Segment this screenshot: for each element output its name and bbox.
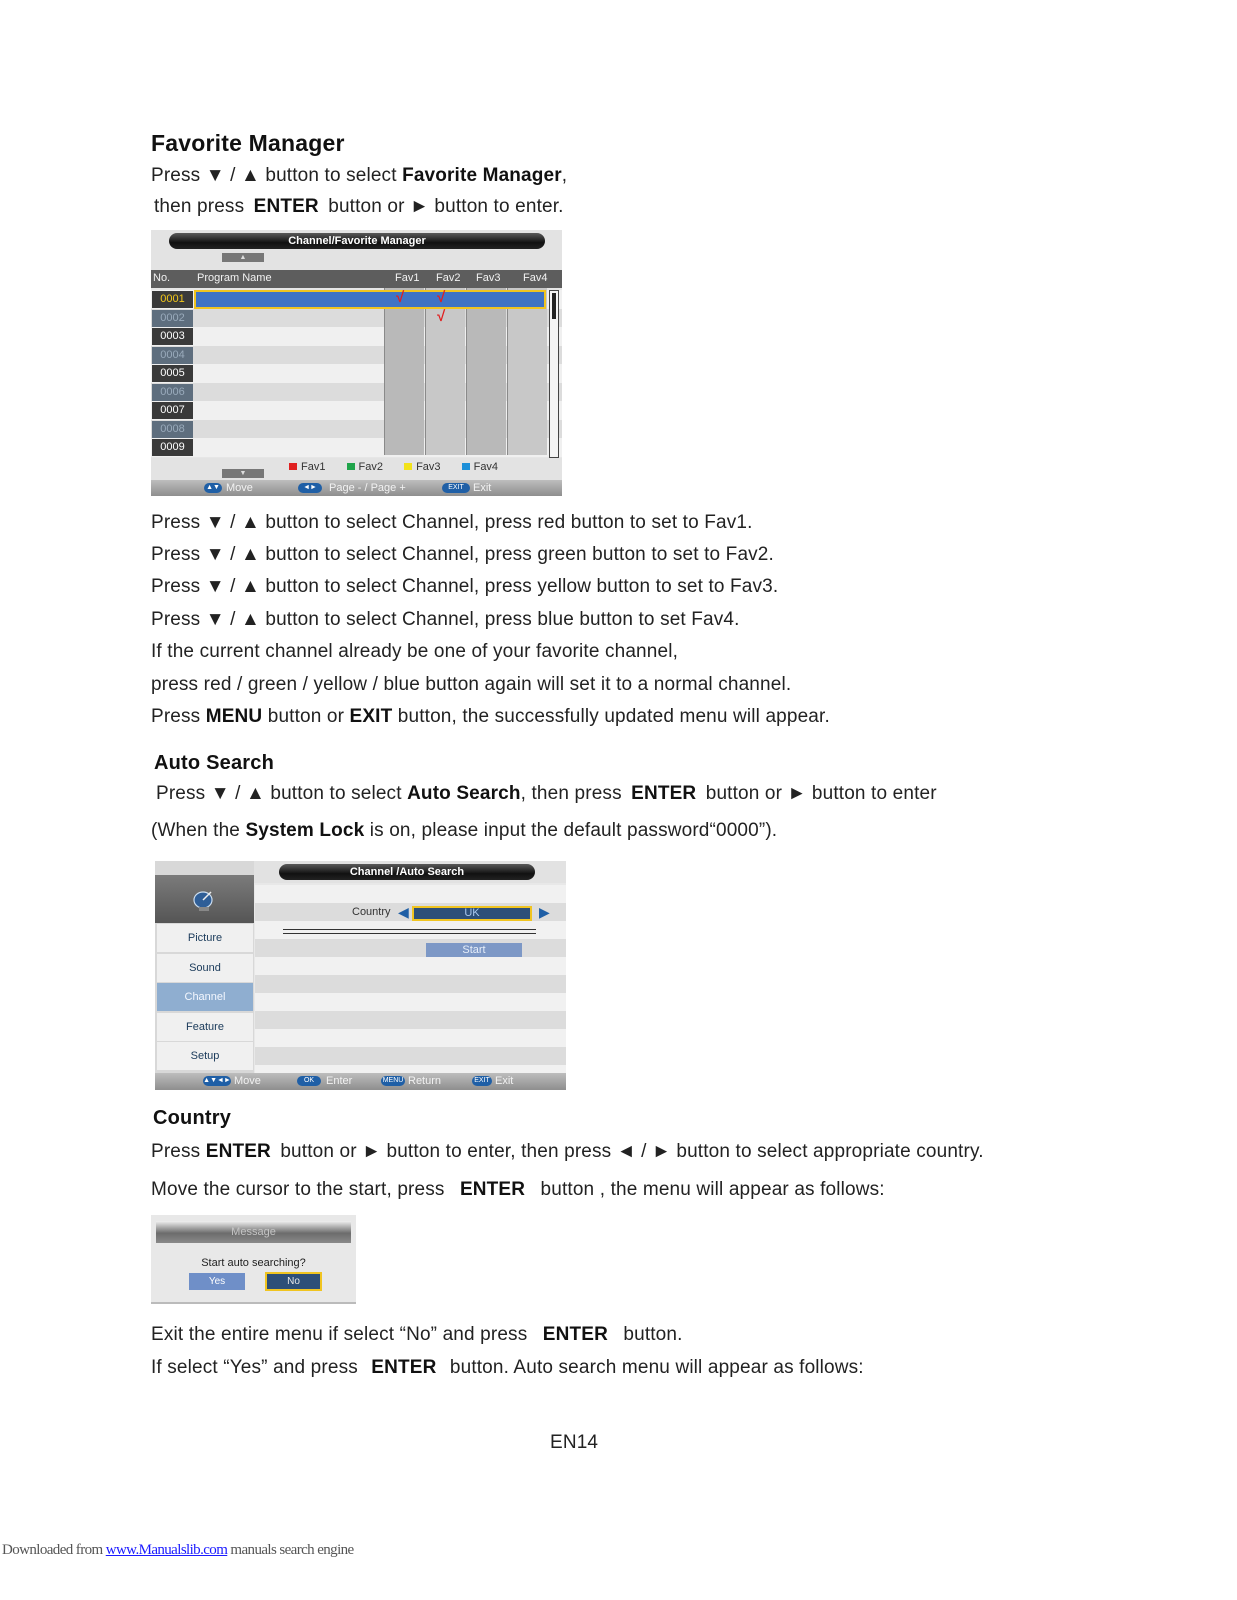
divider — [283, 933, 536, 934]
legend-fav1: Fav1 — [301, 461, 326, 473]
text: button. Auto search menu will appear as follows: — [444, 1357, 864, 1378]
text-bold: MENU — [205, 706, 263, 727]
menu-item-channel[interactable]: Channel — [157, 983, 253, 1011]
text: (When the — [151, 820, 246, 841]
col-header-fav3: Fav3 — [476, 272, 501, 284]
dialog-title-bar: Message — [156, 1221, 351, 1243]
up-down-key-icon: ▲▼ — [204, 483, 222, 493]
watermark-prefix: Downloaded from — [2, 1542, 106, 1558]
content-row — [255, 885, 566, 903]
text-bold: ENTER — [205, 1141, 271, 1162]
text: Press — [151, 1141, 206, 1162]
fav-step-5: If the current channel already be one of your favorite channel, — [151, 641, 678, 662]
text-bold: ENTER — [253, 196, 319, 217]
scroll-up-icon[interactable]: ▲ — [222, 253, 264, 262]
download-watermark — [2, 1542, 354, 1559]
auto-search-screen — [155, 861, 566, 1090]
text: button, the successfully updated menu will appear. — [392, 706, 830, 727]
favorite-manager-screen — [151, 230, 562, 496]
red-square-icon — [289, 463, 297, 470]
text-bold: Favorite Manager — [402, 165, 562, 186]
divider — [283, 929, 536, 930]
text: Exit the entire menu if select “No” and press — [151, 1324, 533, 1345]
auto-search-line-1 — [156, 783, 937, 805]
text-bold: Auto Search — [407, 783, 521, 804]
yellow-square-icon — [404, 463, 412, 470]
text: If select “Yes” and press — [151, 1357, 364, 1378]
menu-key-icon: MENU — [382, 1077, 404, 1084]
legend-fav2: Fav2 — [358, 461, 383, 473]
text: button or ► button to enter — [700, 783, 937, 804]
text: button , the menu will appear as follows: — [535, 1179, 885, 1200]
footer-bar — [155, 1073, 566, 1090]
text: button or ► button to enter. — [322, 196, 564, 217]
content-row — [255, 1047, 566, 1065]
scrollbar[interactable] — [549, 290, 559, 458]
row-number: 0004 — [152, 347, 193, 364]
text: button or ► button to enter, then press ◄ / ► button to select appropriate country. — [274, 1141, 984, 1162]
text: Press ▼ / ▲ button to select — [156, 783, 408, 804]
exit-key-icon: EXIT — [442, 483, 470, 493]
manualslib-link[interactable]: www.Manualslib.com — [105, 1542, 228, 1558]
footer-bar — [151, 480, 562, 496]
checkmark-icon: √ — [396, 289, 405, 306]
left-right-key-icon: ◄► — [298, 483, 322, 493]
text: button. — [617, 1324, 683, 1345]
fav-step-4: Press ▼ / ▲ button to select Channel, press blue button to set Fav4. — [151, 609, 740, 630]
scroll-down-icon[interactable]: ▼ — [222, 469, 264, 478]
section-title-auto-search: Auto Search — [154, 752, 275, 774]
screen-title: Channel /Auto Search — [279, 864, 535, 880]
watermark-suffix: manuals search engine — [227, 1542, 354, 1558]
country-label: Country — [352, 906, 391, 918]
scrollbar-thumb[interactable] — [552, 293, 556, 319]
fav-step-7 — [151, 706, 830, 728]
content-row — [255, 957, 566, 975]
footer-page: Page - / Page + — [329, 482, 406, 494]
no-button[interactable]: No — [265, 1272, 322, 1291]
col-header-program-name: Program Name — [197, 272, 272, 284]
content-row — [255, 975, 566, 993]
exit-key-icon: EXIT — [472, 1076, 492, 1086]
after-message-line-1 — [151, 1324, 683, 1346]
dialog-question: Start auto searching? — [201, 1257, 306, 1269]
text-bold: System Lock — [245, 820, 365, 841]
section-title-favorite-manager: Favorite Manager — [151, 130, 345, 156]
footer-exit: Exit — [495, 1075, 514, 1087]
footer-move: Move — [226, 482, 253, 494]
page-number: EN14 — [550, 1432, 599, 1453]
fav4-column — [507, 288, 547, 455]
text: Press — [151, 706, 206, 727]
row-number: 0003 — [152, 328, 193, 345]
main-menu-sidebar — [155, 861, 254, 1090]
satellite-dish-icon — [191, 889, 217, 913]
ok-key-icon: OK — [297, 1076, 321, 1086]
row-number: 0008 — [152, 421, 193, 438]
col-header-fav4: Fav4 — [523, 272, 548, 284]
content-row — [255, 1065, 566, 1073]
row-number: 0005 — [152, 365, 193, 382]
fav-intro-line-1 — [151, 165, 567, 187]
text: , — [561, 165, 568, 186]
right-arrow-icon[interactable]: ▶ — [539, 904, 550, 920]
text-bold: ENTER — [459, 1179, 526, 1200]
table-header — [151, 270, 562, 288]
menu-item-setup[interactable]: Setup — [157, 1042, 253, 1070]
fav-step-6: press red / green / yellow / blue button again will set it to a normal channel. — [151, 674, 792, 695]
legend-fav3: Fav3 — [416, 461, 441, 473]
start-button[interactable]: Start — [426, 943, 522, 957]
fav-legend — [289, 461, 498, 473]
fav-intro-line-2 — [154, 196, 564, 218]
content-row — [255, 1029, 566, 1047]
yes-button[interactable]: Yes — [189, 1273, 245, 1290]
fav-step-1: Press ▼ / ▲ button to select Channel, press red button to set to Fav1. — [151, 512, 753, 533]
row-number: 0009 — [152, 439, 193, 456]
col-header-no: No. — [153, 272, 171, 284]
content-row — [255, 993, 566, 1011]
row-number: 0002 — [152, 310, 193, 327]
fav3-column — [466, 288, 506, 455]
text-bold: ENTER — [371, 1357, 437, 1378]
blue-square-icon — [462, 463, 470, 470]
fav1-column — [384, 288, 424, 455]
green-square-icon — [347, 463, 355, 470]
content-row — [255, 1011, 566, 1029]
checkmark-icon: √ — [437, 308, 446, 325]
left-arrow-icon[interactable]: ◀ — [398, 904, 409, 920]
checkmark-icon: √ — [437, 289, 446, 306]
auto-search-line-2 — [151, 820, 777, 842]
country-line-2 — [151, 1179, 885, 1201]
text-bold: ENTER — [631, 783, 697, 804]
menu-item-sound[interactable]: Sound — [157, 954, 253, 982]
screen-title: Channel/Favorite Manager — [169, 233, 545, 249]
selected-row-highlight[interactable] — [194, 290, 546, 309]
section-title-country: Country — [153, 1107, 232, 1129]
country-line-1 — [151, 1141, 984, 1163]
content-row — [255, 921, 566, 939]
col-header-fav1: Fav1 — [395, 272, 420, 284]
text: , then press — [520, 783, 628, 804]
text: Press ▼ / ▲ button to select — [151, 165, 403, 186]
footer-exit: Exit — [473, 482, 492, 494]
text: then press — [154, 196, 250, 217]
text-bold: EXIT — [349, 706, 393, 727]
col-header-fav2: Fav2 — [436, 272, 461, 284]
country-select[interactable]: UK — [412, 906, 532, 921]
text: button or — [262, 706, 350, 727]
row-number: 0007 — [152, 402, 193, 419]
row-number: 0001 — [152, 291, 193, 308]
legend-fav4: Fav4 — [473, 461, 499, 473]
footer-move: Move — [234, 1075, 261, 1087]
text: is on, please input the default password“0000”). — [364, 820, 778, 841]
arrow-keys-icon: ▲▼◄► — [203, 1077, 231, 1084]
fav-step-3: Press ▼ / ▲ button to select Channel, press yellow button to set to Fav3. — [151, 576, 779, 597]
text: Move the cursor to the start, press — [151, 1179, 450, 1200]
menu-item-picture[interactable]: Picture — [157, 924, 253, 952]
row-number: 0006 — [152, 384, 193, 401]
text-bold: ENTER — [542, 1324, 608, 1345]
footer-return: Return — [408, 1075, 442, 1087]
after-message-line-2 — [151, 1357, 864, 1379]
message-dialog — [151, 1215, 356, 1304]
menu-item-feature[interactable]: Feature — [157, 1013, 253, 1041]
footer-enter: Enter — [326, 1075, 353, 1087]
fav-step-2: Press ▼ / ▲ button to select Channel, press green button to set to Fav2. — [151, 544, 774, 565]
